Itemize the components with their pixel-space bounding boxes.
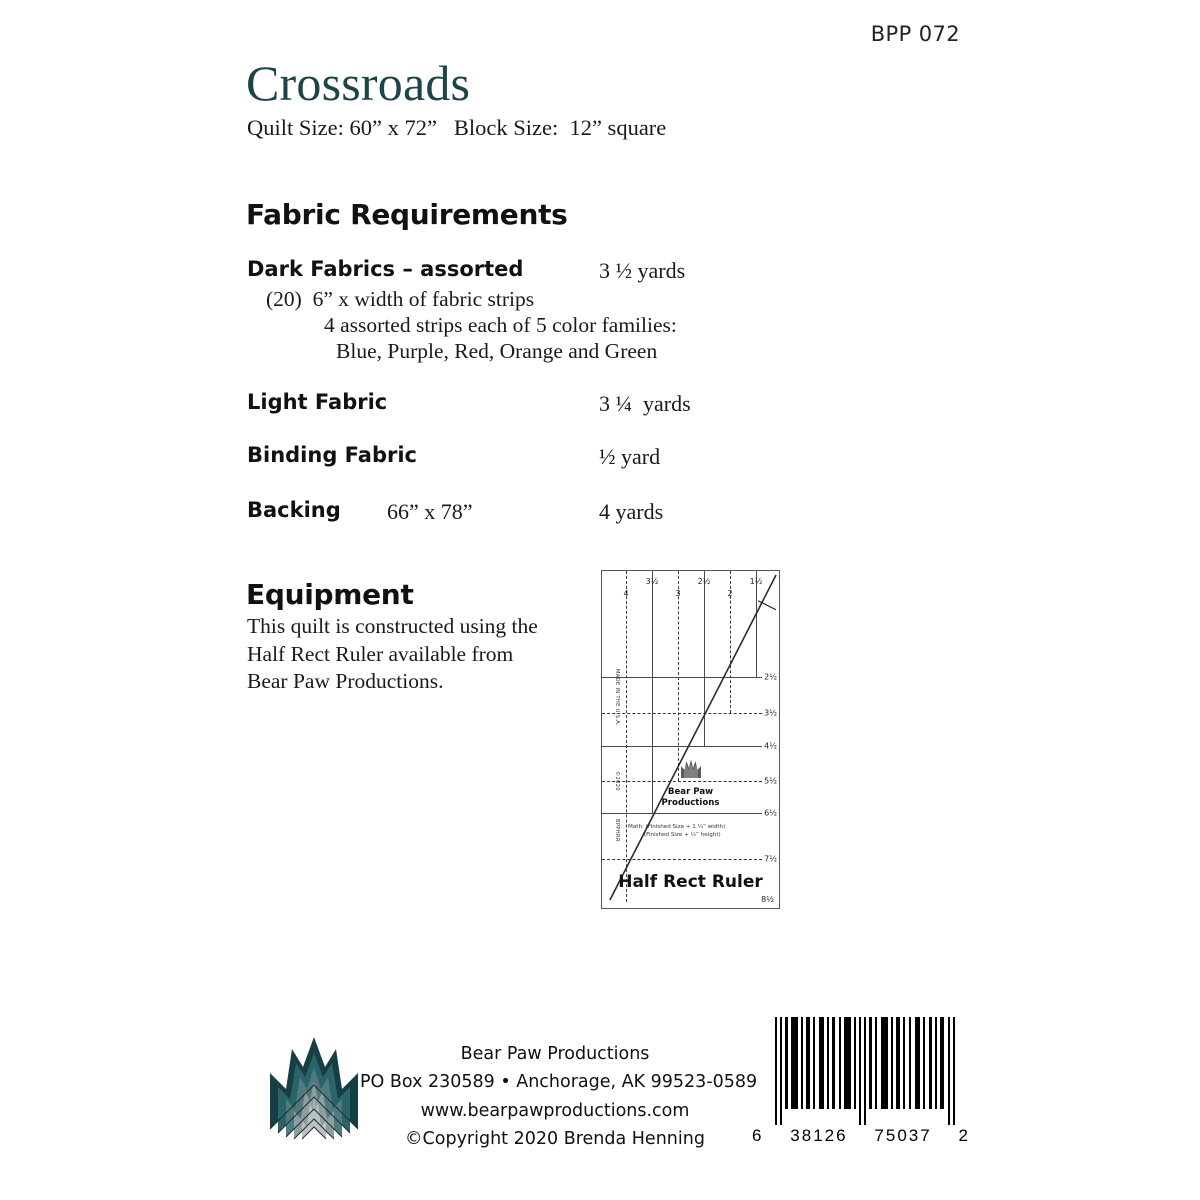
barcode-digit-group: 6	[752, 1126, 764, 1145]
dark-detail-line-1: (20) 6” x width of fabric strips	[266, 287, 535, 311]
fabric-amount: 4 yards	[599, 499, 664, 524]
ruler-brand-line1: Bear Paw	[667, 787, 714, 797]
equipment-line: This quilt is constructed using the	[247, 614, 538, 638]
upc-barcode	[773, 1017, 959, 1125]
barcode-digit-group: 2	[958, 1126, 970, 1145]
ruler-math-note	[628, 823, 725, 839]
barcode-digit-group: 75037	[874, 1126, 932, 1145]
dark-detail-line-3: Blue, Purple, Red, Orange and Green	[336, 339, 658, 363]
ruler-row-label-6h: 6½	[764, 808, 777, 818]
ruler-made-in-usa-text: MADE IN THE U.S.A.	[614, 669, 620, 726]
footer-company: Bear Paw Productions	[460, 1044, 650, 1064]
fabric-amount: ½ yard	[599, 444, 661, 469]
footer-contact-block	[360, 1040, 758, 1153]
footer-website[interactable]: www.bearpawproductions.com	[420, 1100, 690, 1121]
product-sku: BPP 072	[870, 22, 960, 46]
half-rect-ruler-diagram	[601, 570, 780, 909]
ruler-col-label-1h: 1½	[749, 577, 763, 586]
footer-address: PO Box 230589 • Anchorage, AK 99523-0589	[360, 1072, 758, 1093]
ruler-col-label-3h: 3½	[645, 577, 659, 586]
ruler-brand-line2: Productions	[661, 797, 720, 808]
barcode-number	[752, 1126, 970, 1146]
ruler-product-title: Half Rect Ruler	[618, 872, 763, 892]
ruler-col-label-2: 2	[727, 589, 733, 598]
ruler-row-label-3h: 3½	[764, 708, 777, 718]
ruler-col-label-2h: 2½	[697, 577, 711, 586]
footer-copyright: ©Copyright 2020 Brenda Henning	[405, 1129, 705, 1150]
ruler-math-line2: (Finished Size + ½” height)	[644, 832, 721, 839]
ruler-copyright-text: ©2020	[614, 771, 620, 791]
ruler-row-label-2h: 2½	[764, 672, 777, 682]
ruler-corner-value: 8½	[761, 895, 774, 904]
ruler-row-label-4h: 4½	[764, 741, 777, 751]
equipment-description	[247, 613, 587, 696]
quilt-size-subtitle: Quilt Size: 60” x 72” Block Size: 12” square	[247, 115, 667, 140]
dark-detail-line-2: 4 assorted strips each of 5 color families:	[324, 313, 677, 337]
bear-paw-productions-logo	[268, 1033, 360, 1141]
fabric-label: Light Fabric	[247, 390, 388, 414]
ruler-diagonal-line	[602, 571, 779, 908]
ruler-math-line1: Math: (Finished Size + 1 ¼” width)	[628, 824, 726, 830]
bear-paw-mini-logo-icon	[680, 759, 702, 779]
fabric-label: Backing	[247, 498, 341, 522]
equipment-heading: Equipment	[246, 578, 414, 611]
equipment-line: Half Rect Ruler available from	[247, 641, 514, 666]
ruler-brand-label	[662, 787, 720, 808]
ruler-row-label-5h: 5½	[764, 776, 777, 786]
fabric-amount: 3 ¼ yards	[599, 391, 691, 416]
page-title: Crossroads	[246, 55, 471, 111]
ruler-model-code-text: BPPHRR	[614, 819, 620, 842]
fabric-amount: 3 ½ yards	[599, 258, 686, 283]
ruler-col-label-4: 4	[623, 589, 629, 598]
equipment-line: Bear Paw Productions.	[247, 669, 444, 694]
fabric-label: Binding Fabric	[247, 443, 417, 467]
backing-dimensions: 66” x 78”	[387, 499, 473, 524]
fabric-requirements-heading: Fabric Requirements	[246, 198, 568, 231]
ruler-col-label-3: 3	[675, 589, 681, 598]
fabric-label: Dark Fabrics – assorted	[247, 257, 524, 281]
ruler-row-label-7h: 7½	[764, 854, 777, 864]
barcode-digit-group: 38126	[790, 1126, 848, 1145]
